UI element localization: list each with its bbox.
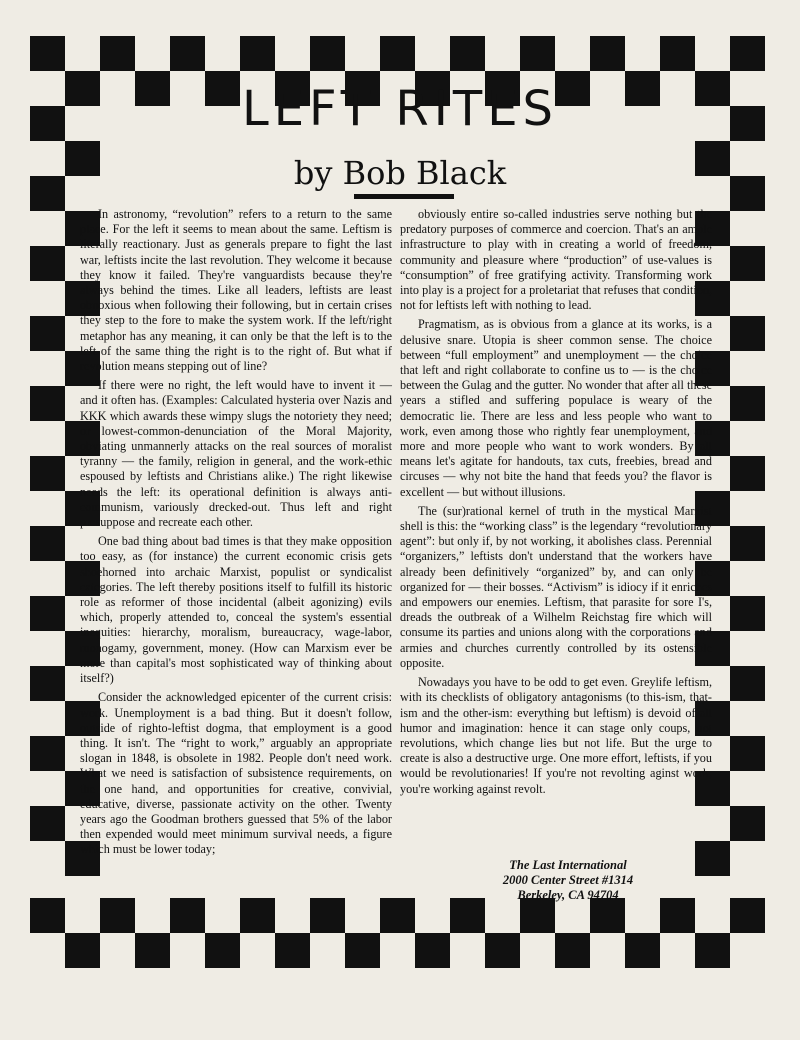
border-square bbox=[310, 898, 345, 933]
border-square bbox=[730, 596, 765, 631]
paragraph: obviously entire so-called industries serve nothing but the predatory purposes of commerce and coercion. That's an ample infrastructure to play with in creating a world of freedom, community and pleasure where “production” of use-values is “consumption” of free gratifying activity. Transforming work into play is a project for a proletariat that refuses that condition, not for leftists left with nothing to lead. bbox=[400, 207, 712, 313]
border-square bbox=[30, 386, 65, 421]
border-square bbox=[730, 316, 765, 351]
border-square bbox=[30, 526, 65, 561]
article-column-left bbox=[80, 207, 392, 862]
border-square bbox=[30, 456, 65, 491]
border-square bbox=[380, 898, 415, 933]
border-square bbox=[30, 596, 65, 631]
border-square bbox=[730, 736, 765, 771]
border-square bbox=[30, 106, 65, 141]
address-line: The Last International bbox=[509, 858, 627, 872]
border-square bbox=[30, 666, 65, 701]
border-square bbox=[30, 736, 65, 771]
border-square bbox=[345, 933, 380, 968]
border-square bbox=[310, 36, 345, 71]
page-title: LEFT RITES bbox=[241, 81, 559, 137]
border-square bbox=[380, 36, 415, 71]
border-square bbox=[240, 898, 275, 933]
border-square bbox=[30, 898, 65, 933]
border-square bbox=[30, 246, 65, 281]
border-square bbox=[730, 456, 765, 491]
byline-underline bbox=[354, 194, 454, 199]
border-square bbox=[555, 933, 590, 968]
border-square bbox=[730, 386, 765, 421]
border-square bbox=[135, 933, 170, 968]
border-square bbox=[65, 141, 100, 176]
border-square bbox=[590, 898, 625, 933]
border-square bbox=[275, 933, 310, 968]
border-square bbox=[730, 36, 765, 71]
border-square bbox=[695, 141, 730, 176]
border-square bbox=[240, 36, 275, 71]
border-square bbox=[485, 933, 520, 968]
border-square bbox=[30, 806, 65, 841]
border-square bbox=[730, 106, 765, 141]
border-square bbox=[65, 933, 100, 968]
border-square bbox=[590, 36, 625, 71]
address-line: 2000 Center Street #1314 bbox=[502, 873, 634, 887]
paragraph: If there were no right, the left would have to invent it — and it often has. (Examples: Calculated hysteria over Nazis and KKK which awards these wimpy slugs the notoriety they need; or lowest-common-denunciation of the Moral Majority, obviating unmannerly attacks on the real sources of moralist tyranny — the family, religion in general, and the work-ethic espoused by leftists and Christians alike.) The right likewise needs the left: its operational definition is always anti-communism, variously drecked-out. Thus left and right presuppose and recreate each other. bbox=[80, 378, 392, 530]
border-square bbox=[660, 898, 695, 933]
border-square bbox=[730, 898, 765, 933]
paragraph: Consider the acknowledged epicenter of the current crisis: work. Unemployment is a bad thing. But it doesn't follow, outside of righto-leftist dogma, that employment is a good thing. It isn't. The “right to work,” arguably an appropriate slogan in 1848, is obsolete in 1982. People don't need work. What we need is satisfaction of subsistence requirements, on the one hand, and opportunities for creative, convivial, educative, diverse, passionate activity on the other. Twenty years ago the Goodman brothers guessed that 5% of the labor then expended would meet minimum survival needs, a figure which must be lower today; bbox=[80, 690, 392, 857]
border-square bbox=[520, 898, 555, 933]
border-square bbox=[450, 36, 485, 71]
article-column-right bbox=[400, 207, 712, 801]
border-square bbox=[450, 898, 485, 933]
border-square bbox=[730, 666, 765, 701]
border-square bbox=[695, 841, 730, 876]
border-square bbox=[730, 806, 765, 841]
paragraph: One bad thing about bad times is that they make opposition too easy, as (for instance) the current economic crisis gets shoehorned into archaic Marxist, populist or syndicalist categories. The left thereby positions itself to fulfill its historic role as reformer of those incidental (albeit agonizing) evils which, properly attended to, conceal the system's essential inequities: hierarchy, moralism, bureaucracy, wage-labor, monogamy, government, money. (How can Marxism ever be more than capital's most sophisticated way of thinking about itself?) bbox=[80, 534, 392, 686]
paragraph: Nowadays you have to be odd to get even. Greylife leftism, with its checklists of obligatory antagonisms (to this-ism, that-ism and the other-ism: everything but leftism) is devoid of all humor and imagination: hence it can stage only coups, not revolutions, which change lies but not life. But the urge to create is also a destructive urge. One more effort, leftists, if you would be revolutionaries! If you're not revolting aginst work, you're working against revolt. bbox=[400, 675, 712, 796]
byline: by Bob Black bbox=[293, 154, 507, 192]
border-square bbox=[30, 316, 65, 351]
paragraph: Pragmatism, as is obvious from a glance at its works, is a delusive snare. Utopia is sheer common sense. The choice between “full employment” and unemployment — the choice that left and right collaborate to confine us to — is the choice between the Gulag and the gutter. No wonder that after all these years a stifled and suffering populace is weary of the democratic lie. There are less and less people who want to work, even among those who rightly fear unemployment, and more and more people who want to work wonders. By all means let's agitate for handouts, tax cuts, freebies, bread and circuses — why not bite the hand that feeds you? the flavor is excellent — but without illusions. bbox=[400, 317, 712, 499]
border-square bbox=[695, 933, 730, 968]
border-square bbox=[30, 36, 65, 71]
paragraph: In astronomy, “revolution” refers to a return to the same place. For the left it seems to mean about the same. Leftism is literally reactionary. Just as generals prepare to fight the last war, leftists incite the last revolution. They welcome it because they know it failed. They're vanguardists because they're always behind the times. Like all leaders, leftists are least obnoxious when following their following, but in certain crises they step to the fore to make the system work. If the left/right metaphor has any meaning, it can only be that the left is to the left of the same thing the right is to the right of. But what if revolution means stepping out of line? bbox=[80, 207, 392, 374]
border-square bbox=[30, 176, 65, 211]
border-square bbox=[695, 71, 730, 106]
border-square bbox=[730, 246, 765, 281]
border-square bbox=[730, 526, 765, 561]
paragraph: The (sur)rational kernel of truth in the mystical Marxist shell is this: the “working class” is the legendary “revolutionary agent”: but only if, by not working, it abolishes class. Perennial “organizers,” leftists don't understand that the workers have already been definitively “organized” by, and can only be organized for — their bosses. “Activism” is idiocy if it enriches and empowers our enemies. Leftism, that parasite for sore I's, dreads the outbreak of a Wilhelm Reichstag fire which will consume its parties and unions along with the corporations and armies and churches currently controlled by its ostensible opposite. bbox=[400, 503, 712, 670]
border-square bbox=[100, 36, 135, 71]
border-square bbox=[135, 71, 170, 106]
border-square bbox=[625, 933, 660, 968]
border-square bbox=[205, 933, 240, 968]
address-line: Berkeley, CA 94704 bbox=[517, 888, 619, 902]
return-address bbox=[468, 858, 668, 903]
border-square bbox=[625, 71, 660, 106]
border-square bbox=[170, 898, 205, 933]
border-square bbox=[415, 933, 450, 968]
border-square bbox=[730, 176, 765, 211]
border-square bbox=[170, 36, 205, 71]
border-square bbox=[520, 36, 555, 71]
border-square bbox=[660, 36, 695, 71]
border-square bbox=[65, 71, 100, 106]
border-square bbox=[100, 898, 135, 933]
